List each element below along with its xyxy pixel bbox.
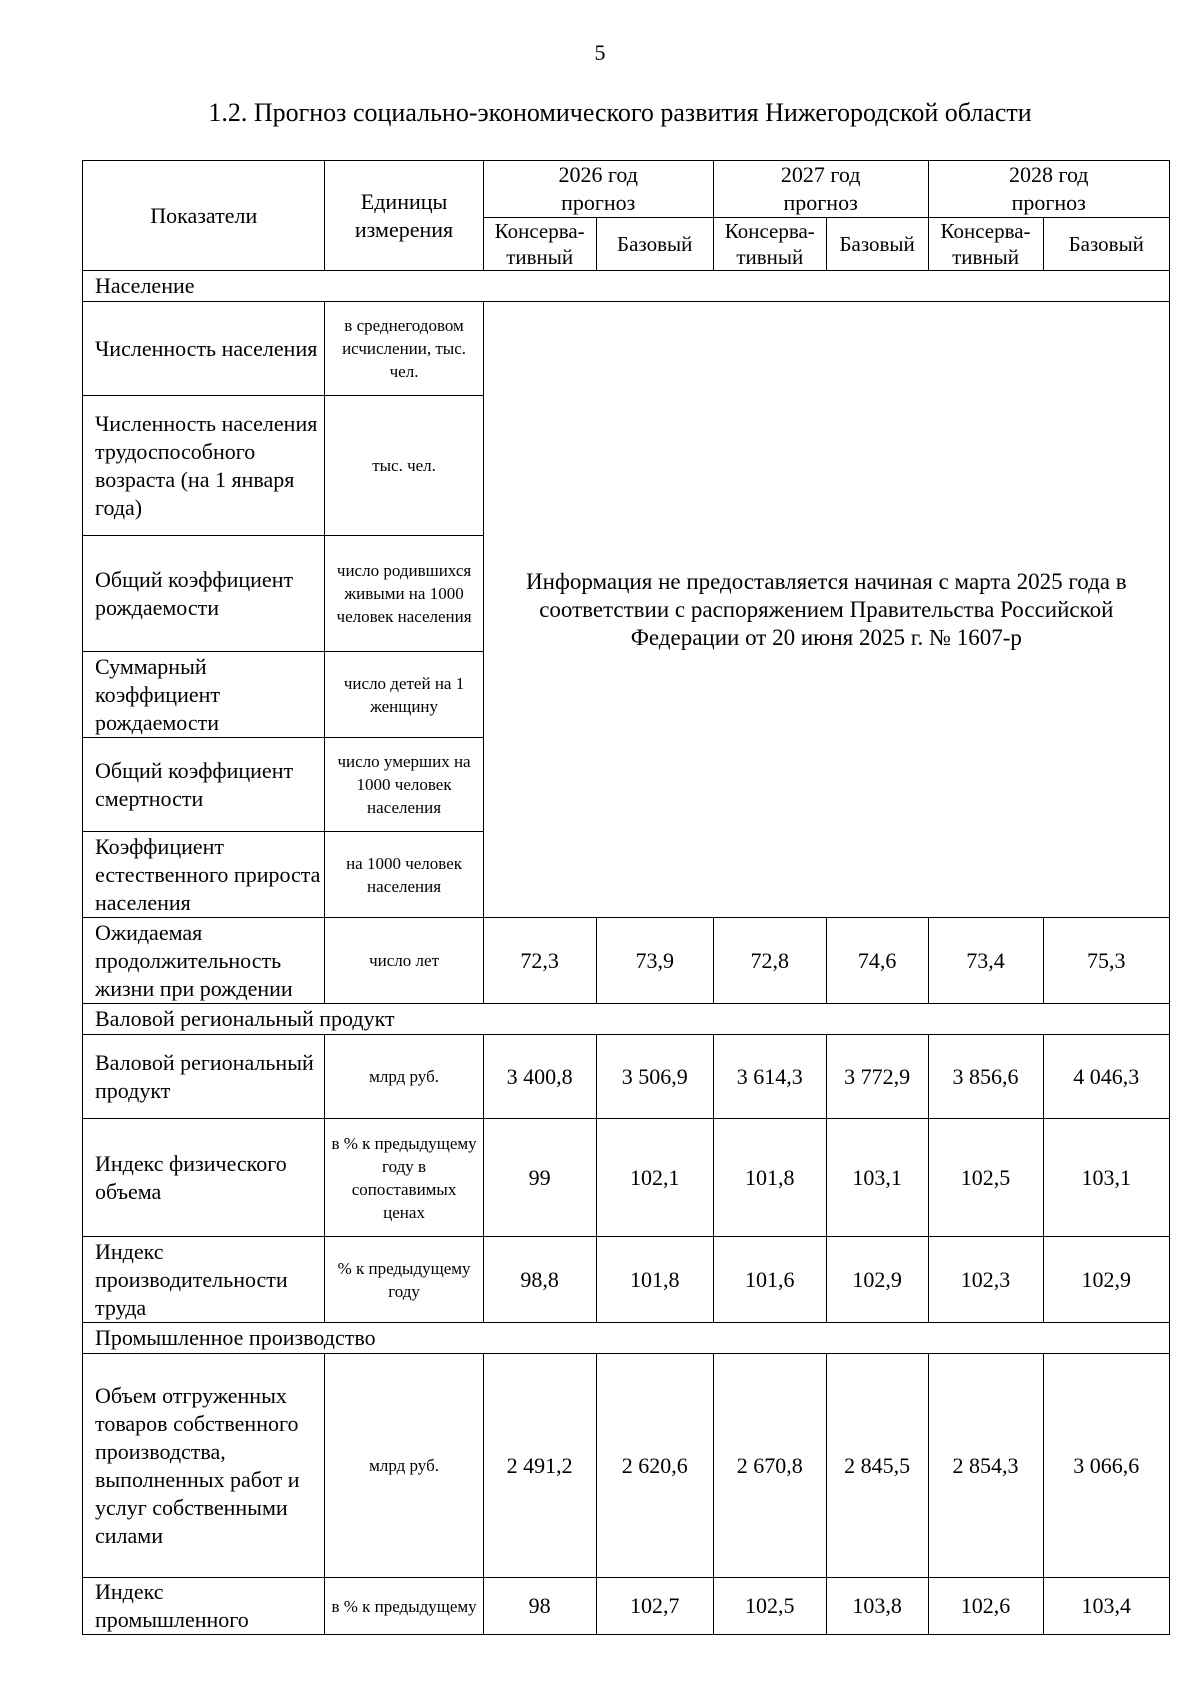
row-label: Суммарный коэффициент рождаемости	[83, 652, 325, 738]
value-cell: 3 066,6	[1043, 1354, 1169, 1578]
header-2028-base: Базовый	[1043, 218, 1169, 271]
section-industry: Промышленное производство	[83, 1323, 1170, 1354]
value-cell: 3 772,9	[826, 1035, 928, 1119]
row-unit: число родившихся живыми на 1000 человек населения	[325, 536, 483, 652]
section-population: Население	[83, 271, 1170, 302]
row-label: Объем отгруженных товаров собственного производства, выполненных работ и услуг собственными силами	[83, 1354, 325, 1578]
value-cell: 101,8	[713, 1119, 826, 1237]
header-year-2027: 2027 год прогноз	[713, 161, 928, 218]
value-cell: 72,3	[483, 918, 596, 1004]
forecast-table	[82, 160, 1170, 1635]
value-cell: 102,9	[826, 1237, 928, 1323]
value-cell: 3 614,3	[713, 1035, 826, 1119]
value-cell: 103,4	[1043, 1578, 1169, 1635]
header-year-2026: 2026 год прогноз	[483, 161, 713, 218]
value-cell: 4 046,3	[1043, 1035, 1169, 1119]
row-unit: в % к предыдущему	[325, 1578, 483, 1635]
value-cell: 3 856,6	[928, 1035, 1043, 1119]
row-label: Индекс физического объема	[83, 1119, 325, 1237]
value-cell: 74,6	[826, 918, 928, 1004]
value-cell: 3 400,8	[483, 1035, 596, 1119]
value-cell: 73,4	[928, 918, 1043, 1004]
value-cell: 102,5	[713, 1578, 826, 1635]
value-cell: 2 670,8	[713, 1354, 826, 1578]
header-2026-base: Базовый	[596, 218, 713, 271]
value-cell: 102,6	[928, 1578, 1043, 1635]
value-cell: 102,7	[596, 1578, 713, 1635]
value-cell: 103,8	[826, 1578, 928, 1635]
row-unit: в % к предыдущему году в сопоставимых ценах	[325, 1119, 483, 1237]
page-title: 1.2. Прогноз социально-экономического развития Нижегородской области	[208, 98, 1032, 127]
value-cell: 102,9	[1043, 1237, 1169, 1323]
row-label: Индекс производительности труда	[83, 1237, 325, 1323]
row-unit: % к предыдущему году	[325, 1237, 483, 1323]
value-cell: 75,3	[1043, 918, 1169, 1004]
row-label: Численность населения	[83, 302, 325, 396]
header-2027-conservative: Консерва-тивный	[713, 218, 826, 271]
value-cell: 3 506,9	[596, 1035, 713, 1119]
row-unit: тыс. чел.	[325, 396, 483, 536]
value-cell: 103,1	[1043, 1119, 1169, 1237]
row-unit: млрд руб.	[325, 1035, 483, 1119]
value-cell: 102,5	[928, 1119, 1043, 1237]
row-unit: число умерших на 1000 человек населения	[325, 738, 483, 832]
row-label: Коэффициент естественного прироста населения	[83, 832, 325, 918]
value-cell: 102,3	[928, 1237, 1043, 1323]
data-unavailable-notice: Информация не предоставляется начиная с марта 2025 года в соответствии с распоряжением Правительства Российской Федерации от 20 июня 2025 г. № 1607-р	[483, 302, 1169, 918]
row-unit: число лет	[325, 918, 483, 1004]
value-cell: 103,1	[826, 1119, 928, 1237]
header-2026-conservative: Консерва-тивный	[483, 218, 596, 271]
header-2028-conservative: Консерва-тивный	[928, 218, 1043, 271]
row-label: Общий коэффициент смертности	[83, 738, 325, 832]
row-label: Общий коэффициент рождаемости	[83, 536, 325, 652]
value-cell: 101,6	[713, 1237, 826, 1323]
header-units: Единицы измерения	[325, 161, 483, 271]
value-cell: 72,8	[713, 918, 826, 1004]
row-unit: на 1000 человек населения	[325, 832, 483, 918]
value-cell: 2 845,5	[826, 1354, 928, 1578]
row-unit: число детей на 1 женщину	[325, 652, 483, 738]
row-label: Валовой региональный продукт	[83, 1035, 325, 1119]
row-unit: в среднегодовом исчислении, тыс. чел.	[325, 302, 483, 396]
row-label: Ожидаемая продолжительность жизни при рождении	[83, 918, 325, 1004]
header-indicators: Показатели	[83, 161, 325, 271]
row-unit: млрд руб.	[325, 1354, 483, 1578]
header-2027-base: Базовый	[826, 218, 928, 271]
row-label: Численность населения трудоспособного возраста (на 1 января года)	[83, 396, 325, 536]
value-cell: 98,8	[483, 1237, 596, 1323]
value-cell: 102,1	[596, 1119, 713, 1237]
value-cell: 2 491,2	[483, 1354, 596, 1578]
header-year-2028: 2028 год прогноз	[928, 161, 1170, 218]
value-cell: 99	[483, 1119, 596, 1237]
value-cell: 101,8	[596, 1237, 713, 1323]
value-cell: 2 854,3	[928, 1354, 1043, 1578]
value-cell: 98	[483, 1578, 596, 1635]
page-number: 5	[594, 40, 606, 65]
section-grp: Валовой региональный продукт	[83, 1004, 1170, 1035]
row-label: Индекс промышленного	[83, 1578, 325, 1635]
value-cell: 2 620,6	[596, 1354, 713, 1578]
value-cell: 73,9	[596, 918, 713, 1004]
